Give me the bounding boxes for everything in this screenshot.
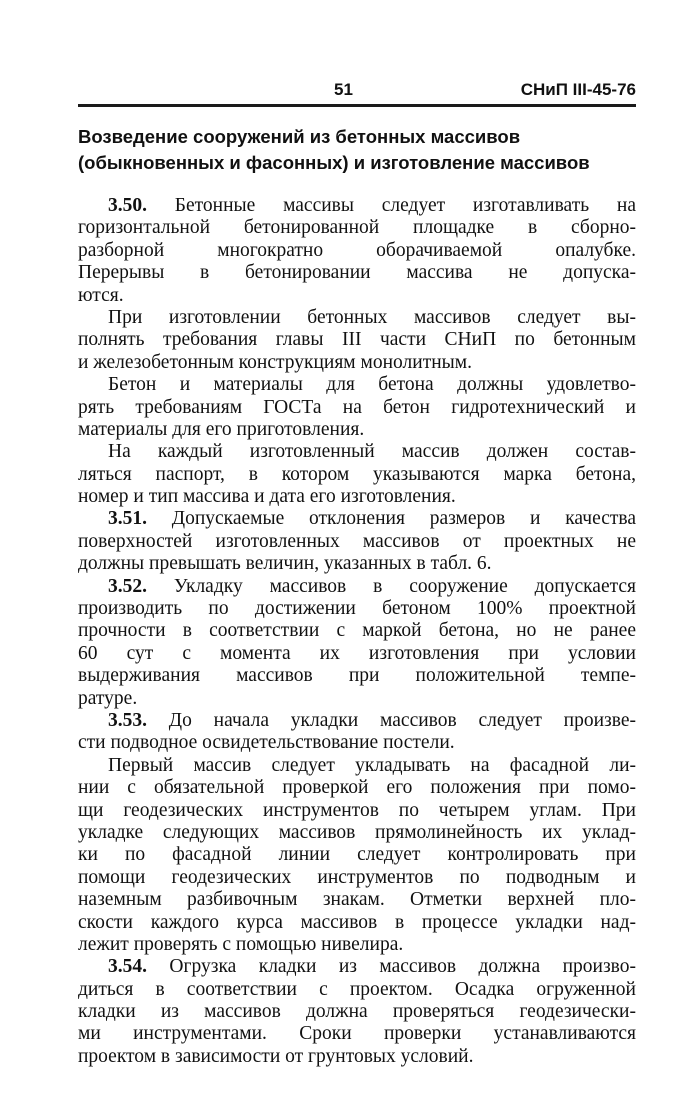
text-line (78, 508, 636, 530)
text-line (78, 195, 636, 217)
clause-number: 3.52. (108, 575, 147, 597)
clause-3-52 (78, 576, 636, 710)
line-text: производить по достижении бетоном 100% проектной (78, 598, 636, 620)
line-text: На каждый изготовленный массив должен состав- (108, 441, 636, 463)
line-text: Бетон и материалы для бетона должны удовлетво- (108, 374, 636, 396)
text-line (78, 800, 636, 822)
line-text: полнять требования главы III части СНиП по бетонным (78, 329, 636, 351)
line-text: разборной многократно оборачиваемой опалубке. (78, 239, 636, 261)
text-line (78, 1023, 636, 1045)
line-text: номер и тип массива и дата его изготовления. (78, 486, 456, 508)
line-text: ми инструментами. Сроки проверки устанавливаются (78, 1023, 636, 1045)
text-line (78, 553, 636, 575)
line-text: скости каждого курса массивов в процессе укладки над- (78, 911, 636, 933)
text-line (78, 419, 636, 441)
clause-number: 3.51. (108, 508, 147, 530)
line-text: диться в соответствии с проектом. Осадка огруженной (78, 978, 636, 1000)
text-line (78, 867, 636, 889)
clause-number: 3.53. (108, 709, 147, 731)
line-text: сти подводное освидетельствование постели. (78, 732, 455, 754)
line-text: горизонтальной бетонированной площадке в сборно- (78, 217, 636, 239)
text-line (78, 979, 636, 1001)
text-line (78, 822, 636, 844)
line-text: Перерывы в бетонировании массива не допуска- (78, 262, 636, 284)
line-text: Огрузка кладки из массивов должна произво- (147, 956, 636, 978)
body-text (78, 195, 636, 1068)
line-text: укладке следующих массивов прямолинейность их уклад- (78, 821, 636, 843)
text-line (78, 665, 636, 687)
line-text: Первый массив следует укладывать на фасадной ли- (108, 754, 636, 776)
text-line (78, 777, 636, 799)
line-text: помощи геодезических инструментов по подводным и (78, 866, 636, 888)
line-text: рять требованиям ГОСТа на бетон гидротехнический и (78, 396, 636, 418)
section-title-line: Возведение сооружений из бетонных массивов (78, 126, 521, 147)
text-line (78, 576, 636, 598)
line-text: поверхностей изготовленных массивов от проектных не (78, 530, 636, 552)
text-line (78, 732, 636, 754)
text-line (78, 531, 636, 553)
document-page (78, 0, 636, 1120)
line-text: Укладку массивов в сооружение допускается (147, 575, 636, 597)
text-line (78, 352, 636, 374)
text-line (78, 374, 636, 396)
clause-3-50 (78, 195, 636, 307)
text-line (78, 710, 636, 732)
clause-3-53 (78, 710, 636, 755)
line-text: наземным разбивочным знакам. Отметки верхней пло- (78, 889, 636, 911)
line-text: ются. (78, 284, 124, 306)
header-rule (78, 104, 636, 107)
line-text: ратуре. (78, 687, 138, 709)
text-line (78, 598, 636, 620)
clause-3-51 (78, 508, 636, 575)
paragraph (78, 755, 636, 957)
line-text: кладки из массивов должна проверяться геодезически- (78, 1001, 636, 1023)
text-line (78, 240, 636, 262)
text-line (78, 620, 636, 642)
line-text: щи геодезических инструментов по четырем углам. При (78, 799, 636, 821)
line-text: Бетонные массивы следует изготавливать на (147, 195, 636, 216)
clause-number: 3.50. (108, 195, 147, 216)
document-code: СНиП III-45-76 (520, 80, 636, 99)
text-line (78, 441, 636, 463)
line-text: Допускаемые отклонения размеров и качества (147, 508, 636, 530)
text-line (78, 934, 636, 956)
paragraph (78, 374, 636, 441)
line-text: 60 сут с момента их изготовления при условии (78, 642, 636, 664)
paragraph (78, 441, 636, 508)
line-text: До начала укладки массивов следует произве- (147, 709, 636, 731)
text-line (78, 643, 636, 665)
text-line (78, 329, 636, 351)
text-line (78, 285, 636, 307)
text-line (78, 1001, 636, 1023)
line-text: выдерживания массивов при положительной темпе- (78, 665, 636, 687)
text-line (78, 1046, 636, 1068)
text-line (78, 889, 636, 911)
running-header (78, 80, 636, 104)
text-line (78, 464, 636, 486)
text-line (78, 397, 636, 419)
section-title-line: (обыкновенных и фасонных) и изготовление массивов (78, 152, 590, 173)
page-number: 51 (334, 80, 353, 99)
text-line (78, 844, 636, 866)
line-text: прочности в соответствии с маркой бетона, но не ранее (78, 620, 636, 642)
line-text: должны превышать величин, указанных в табл. 6. (78, 553, 492, 575)
line-text: материалы для его приготовления. (78, 418, 365, 440)
clause-3-54 (78, 956, 636, 1068)
line-text: ки по фасадной линии следует контролировать при (78, 844, 636, 866)
text-line (78, 307, 636, 329)
line-text: При изготовлении бетонных массивов следует вы- (108, 306, 636, 328)
text-line (78, 486, 636, 508)
text-line (78, 262, 636, 284)
paragraph (78, 307, 636, 374)
text-line (78, 956, 636, 978)
text-line (78, 755, 636, 777)
line-text: лежит проверять с помощью нивелира. (78, 933, 404, 955)
line-text: ляться паспорт, в котором указываются марка бетона, (78, 463, 636, 485)
clause-number: 3.54. (108, 956, 147, 978)
text-line (78, 688, 636, 710)
text-line (78, 217, 636, 239)
line-text: проектом в зависимости от грунтовых условий. (78, 1045, 474, 1067)
section-title (78, 124, 636, 176)
line-text: нии с обязательной проверкой его положения при помо- (78, 777, 636, 799)
line-text: и железобетонным конструкциям монолитным. (78, 351, 472, 373)
text-line (78, 912, 636, 934)
